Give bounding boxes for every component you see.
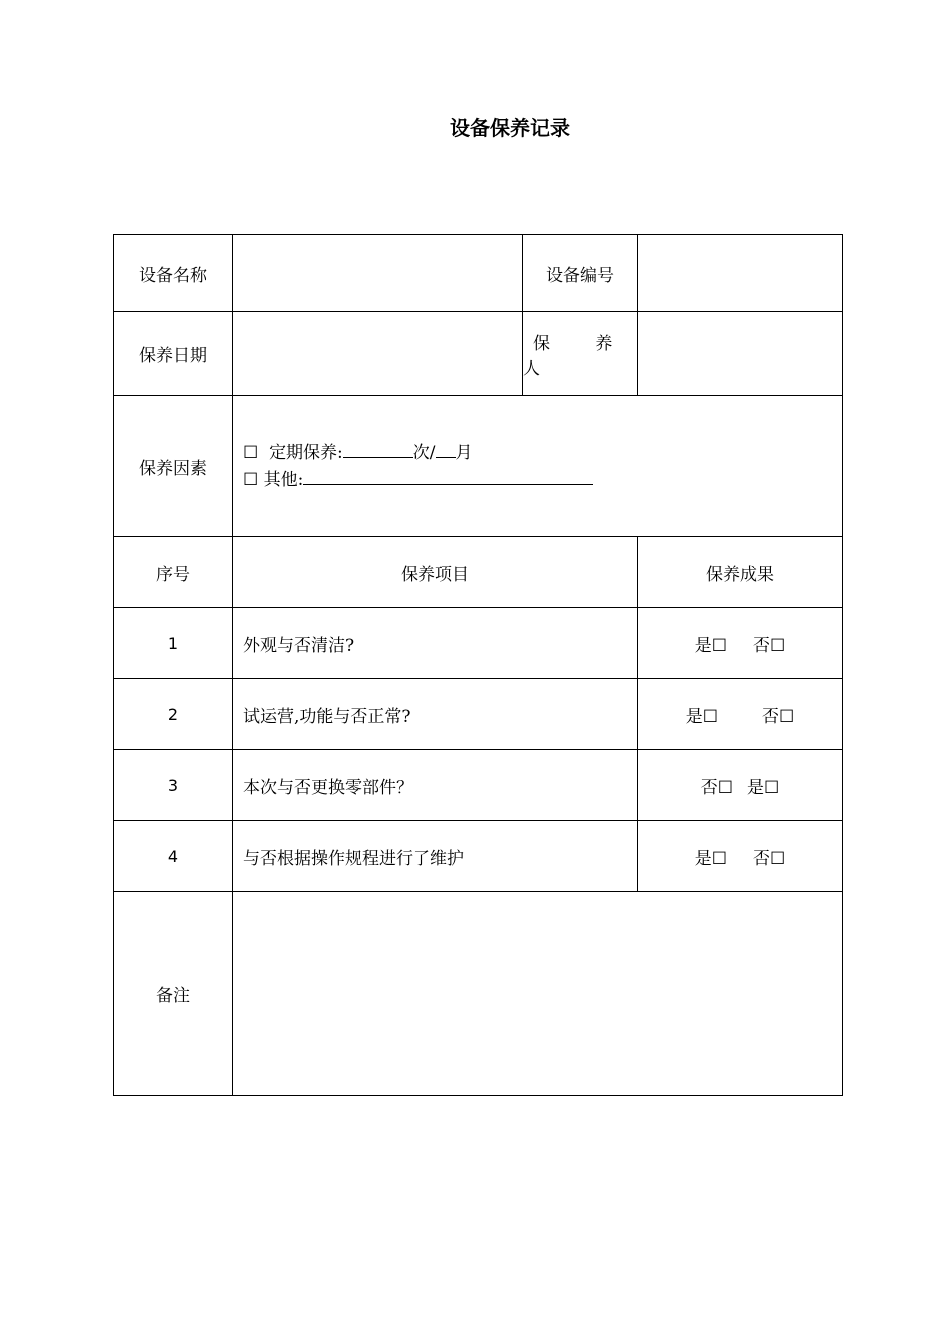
table-row bbox=[114, 608, 843, 679]
result-yes-checkbox[interactable]: 是☐ bbox=[694, 635, 727, 656]
row-item: 本次与否更换零部件？ bbox=[233, 750, 638, 821]
equipment-name-label: 设备名称 bbox=[114, 235, 233, 312]
row-result bbox=[638, 608, 843, 679]
row-seq: 1 bbox=[114, 608, 233, 679]
maintenance-factor-cell bbox=[233, 396, 843, 537]
table-row bbox=[114, 679, 843, 750]
table-row bbox=[114, 821, 843, 892]
result-no-checkbox[interactable]: 否☐ bbox=[762, 706, 795, 727]
row-seq: 3 bbox=[114, 750, 233, 821]
maintenance-date-label: 保养日期 bbox=[114, 312, 233, 396]
result-no-checkbox[interactable]: 否☐ bbox=[700, 777, 733, 798]
remarks-label: 备注 bbox=[114, 892, 233, 1096]
other-label: 其他: bbox=[263, 470, 304, 490]
item-header: 保养项目 bbox=[233, 537, 638, 608]
row-result bbox=[638, 679, 843, 750]
month-blank[interactable] bbox=[436, 439, 456, 458]
maintenance-date-field[interactable] bbox=[233, 312, 523, 396]
remarks-row bbox=[114, 892, 843, 1096]
row-seq: 2 bbox=[114, 679, 233, 750]
page-title: 设备保养记录 bbox=[450, 116, 570, 140]
row-item: 外观与否清洁? bbox=[233, 608, 638, 679]
result-no-checkbox[interactable]: 否☐ bbox=[753, 848, 786, 869]
remarks-field[interactable] bbox=[233, 892, 843, 1096]
month-unit: 月 bbox=[455, 443, 473, 463]
result-yes-checkbox[interactable]: 是☐ bbox=[694, 848, 727, 869]
date-row bbox=[114, 312, 843, 396]
periodic-label: 定期保养: bbox=[269, 443, 343, 463]
equipment-row bbox=[114, 235, 843, 312]
equipment-number-label: 设备编号 bbox=[523, 235, 638, 312]
maintainer-label-cell bbox=[523, 312, 638, 396]
row-seq: 4 bbox=[114, 821, 233, 892]
row-result bbox=[638, 821, 843, 892]
result-yes-checkbox[interactable]: 是☐ bbox=[685, 706, 718, 727]
row-item: 试运营,功能与否正常? bbox=[233, 679, 638, 750]
maintenance-record-table bbox=[113, 234, 843, 1096]
seq-header: 序号 bbox=[114, 537, 233, 608]
times-unit: 次/ bbox=[412, 443, 436, 463]
row-result bbox=[638, 750, 843, 821]
periodic-times-blank[interactable] bbox=[343, 439, 413, 458]
other-blank[interactable] bbox=[303, 466, 593, 485]
equipment-number-field[interactable] bbox=[638, 235, 843, 312]
periodic-checkbox[interactable]: ☐ bbox=[243, 443, 259, 463]
factor-row bbox=[114, 396, 843, 537]
maintenance-factor-label: 保养因素 bbox=[114, 396, 233, 537]
table-row bbox=[114, 750, 843, 821]
header-row bbox=[114, 537, 843, 608]
result-header: 保养成果 bbox=[638, 537, 843, 608]
result-yes-checkbox[interactable]: 是☐ bbox=[747, 777, 780, 798]
equipment-name-field[interactable] bbox=[233, 235, 523, 312]
other-checkbox[interactable]: ☐ bbox=[243, 470, 259, 490]
result-no-checkbox[interactable]: 否☐ bbox=[753, 635, 786, 656]
maintainer-field[interactable] bbox=[638, 312, 843, 396]
row-item: 与否根据操作规程进行了维护 bbox=[233, 821, 638, 892]
maintainer-label: 保 养 人 bbox=[523, 333, 633, 379]
